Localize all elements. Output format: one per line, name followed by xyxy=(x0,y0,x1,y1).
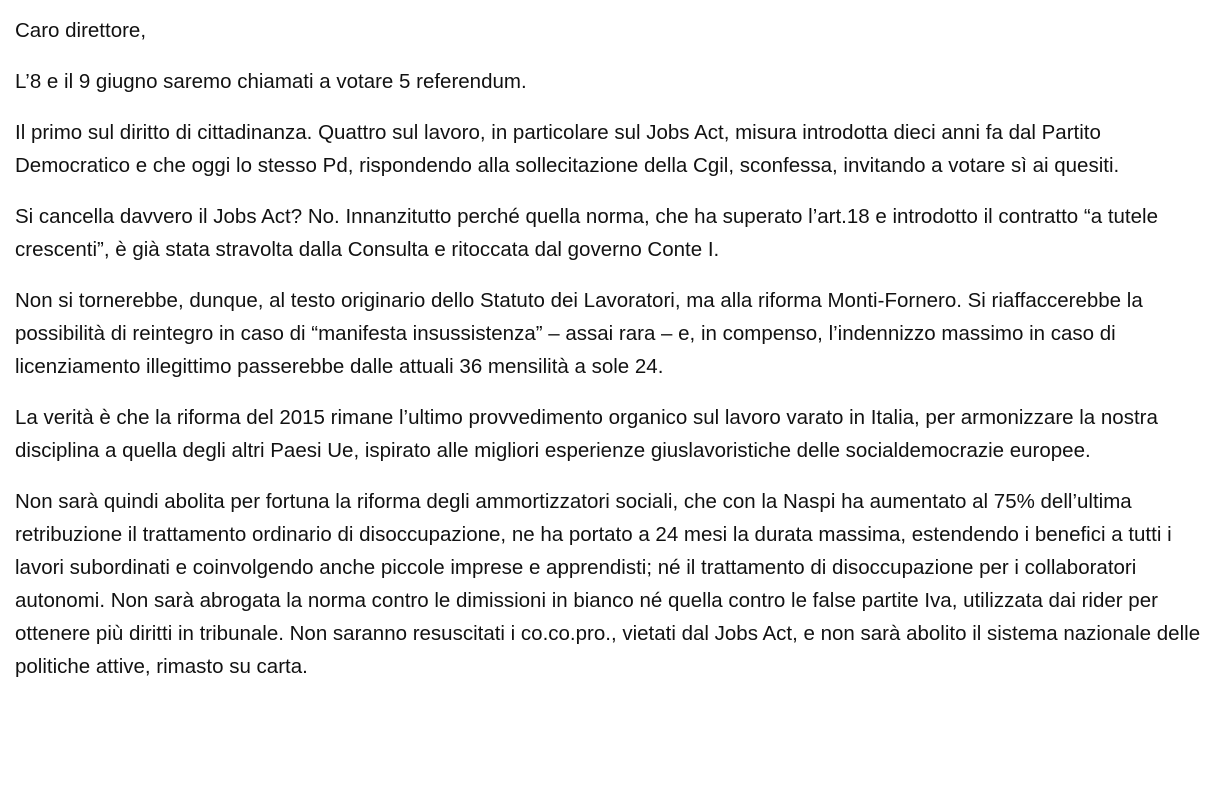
paragraph-2: Il primo sul diritto di cittadinanza. Quattro sul lavoro, in particolare sul Jobs Act, misura introdotta dieci anni fa dal Partito Democratico e che oggi lo stesso Pd, rispondendo alla sollecitazione della Cgil, sconfessa, invitando a votare sì ai quesiti. xyxy=(15,121,1120,177)
paragraph-6: Non sarà quindi abolita per fortuna la riforma degli ammortizzatori sociali, che con la Naspi ha aumentato al 75% dell’ultima retribuzione il trattamento ordinario di disoccupazione, ne ha portato a 24 mesi la durata massima, estendendo i benefici a tutti i lavori subordinati e coinvolgendo anche piccole imprese e apprendisti; né il trattamento di disoccupazione per i collaboratori autonomi. Non sarà abrogata la norma contro le dimissioni in bianco né quella contro le false partite Iva, utilizzata dai rider per ottenere più diritti in tribunale. Non saranno resuscitati i co.co.pro., vietati dal Jobs Act, e non sarà abolito il sistema nazionale delle politiche attive, rimasto su carta. xyxy=(15,490,1201,678)
paragraph-1: L’8 e il 9 giugno saremo chiamati a votare 5 referendum. xyxy=(15,70,527,93)
paragraph-3: Si cancella davvero il Jobs Act? No. Innanzitutto perché quella norma, che ha superato l’art.18 e introdotto il contratto “a tutele crescenti”, è già stata stravolta dalla Consulta e ritoccata dal governo Conte I. xyxy=(15,205,1158,261)
paragraph-5: La verità è che la riforma del 2015 rimane l’ultimo provvedimento organico sul lavoro varato in Italia, per armonizzare la nostra disciplina a quella degli altri Paesi Ue, ispirato alle migliori esperienze giuslavoristiche delle socialdemocrazie europee. xyxy=(15,406,1158,462)
paragraph-4: Non si tornerebbe, dunque, al testo originario dello Statuto dei Lavoratori, ma alla riforma Monti-Fornero. Si riaffaccerebbe la possibilità di reintegro in caso di “manifesta insussistenza” – assai rara – e, in compenso, l’indennizzo massimo in caso di licenziamento illegittimo passerebbe dalle attuali 36 mensilità a sole 24. xyxy=(15,289,1143,378)
salutation: Caro direttore, xyxy=(15,19,147,42)
